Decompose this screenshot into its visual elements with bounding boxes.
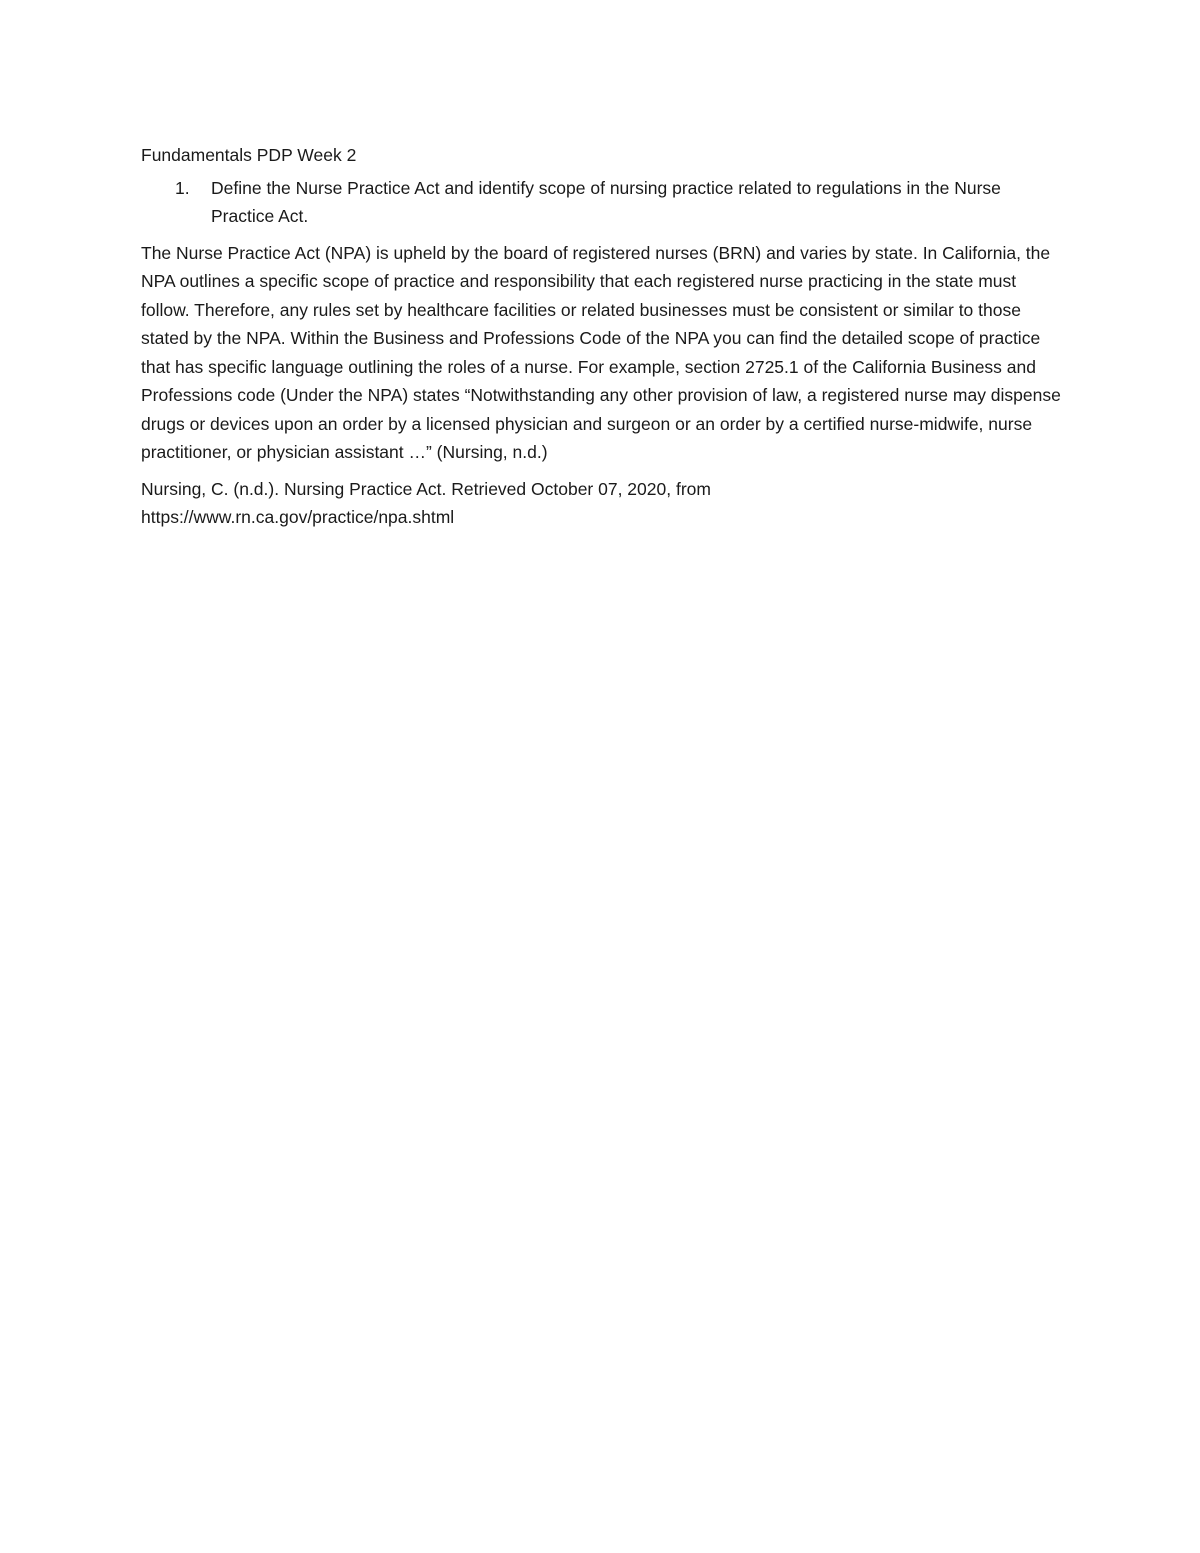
question-text: Define the Nurse Practice Act and identify scope of nursing practice related to regulations in the Nurse Practice Act. (211, 177, 1001, 226)
question-list (141, 174, 1061, 231)
document-body (141, 141, 1061, 532)
reference-url: https://www.rn.ca.gov/practice/npa.shtml (141, 507, 455, 527)
reference (141, 475, 1061, 532)
reference-citation: Nursing, C. (n.d.). Nursing Practice Act. Retrieved October 07, 2020, from (141, 478, 711, 499)
question-item (141, 174, 1061, 231)
document-title: Fundamentals PDP Week 2 (141, 145, 357, 165)
question-number: 1. (175, 177, 190, 198)
answer-paragraph: The Nurse Practice Act (NPA) is upheld by the board of registered nurses (BRN) and varies by state. In California, the NPA outlines a specific scope of practice and responsibility that each registered nurse practicing in the state must follow. Therefore, any rules set by healthcare facilities or related businesses must be consistent or similar to those stated by the NPA. Within the Business and Professions Code of the NPA you can find the detailed scope of practice that has specific language outlining the roles of a nurse. For example, section 2725.1 of the California Business and Professions code (Under the NPA) states “Notwithstanding any other provision of law, a registered nurse may dispense drugs or devices upon an order by a licensed physician and surgeon or an order by a certified nurse-midwife, nurse practitioner, or physician assistant …” (Nursing, n.d.) (141, 242, 1061, 462)
